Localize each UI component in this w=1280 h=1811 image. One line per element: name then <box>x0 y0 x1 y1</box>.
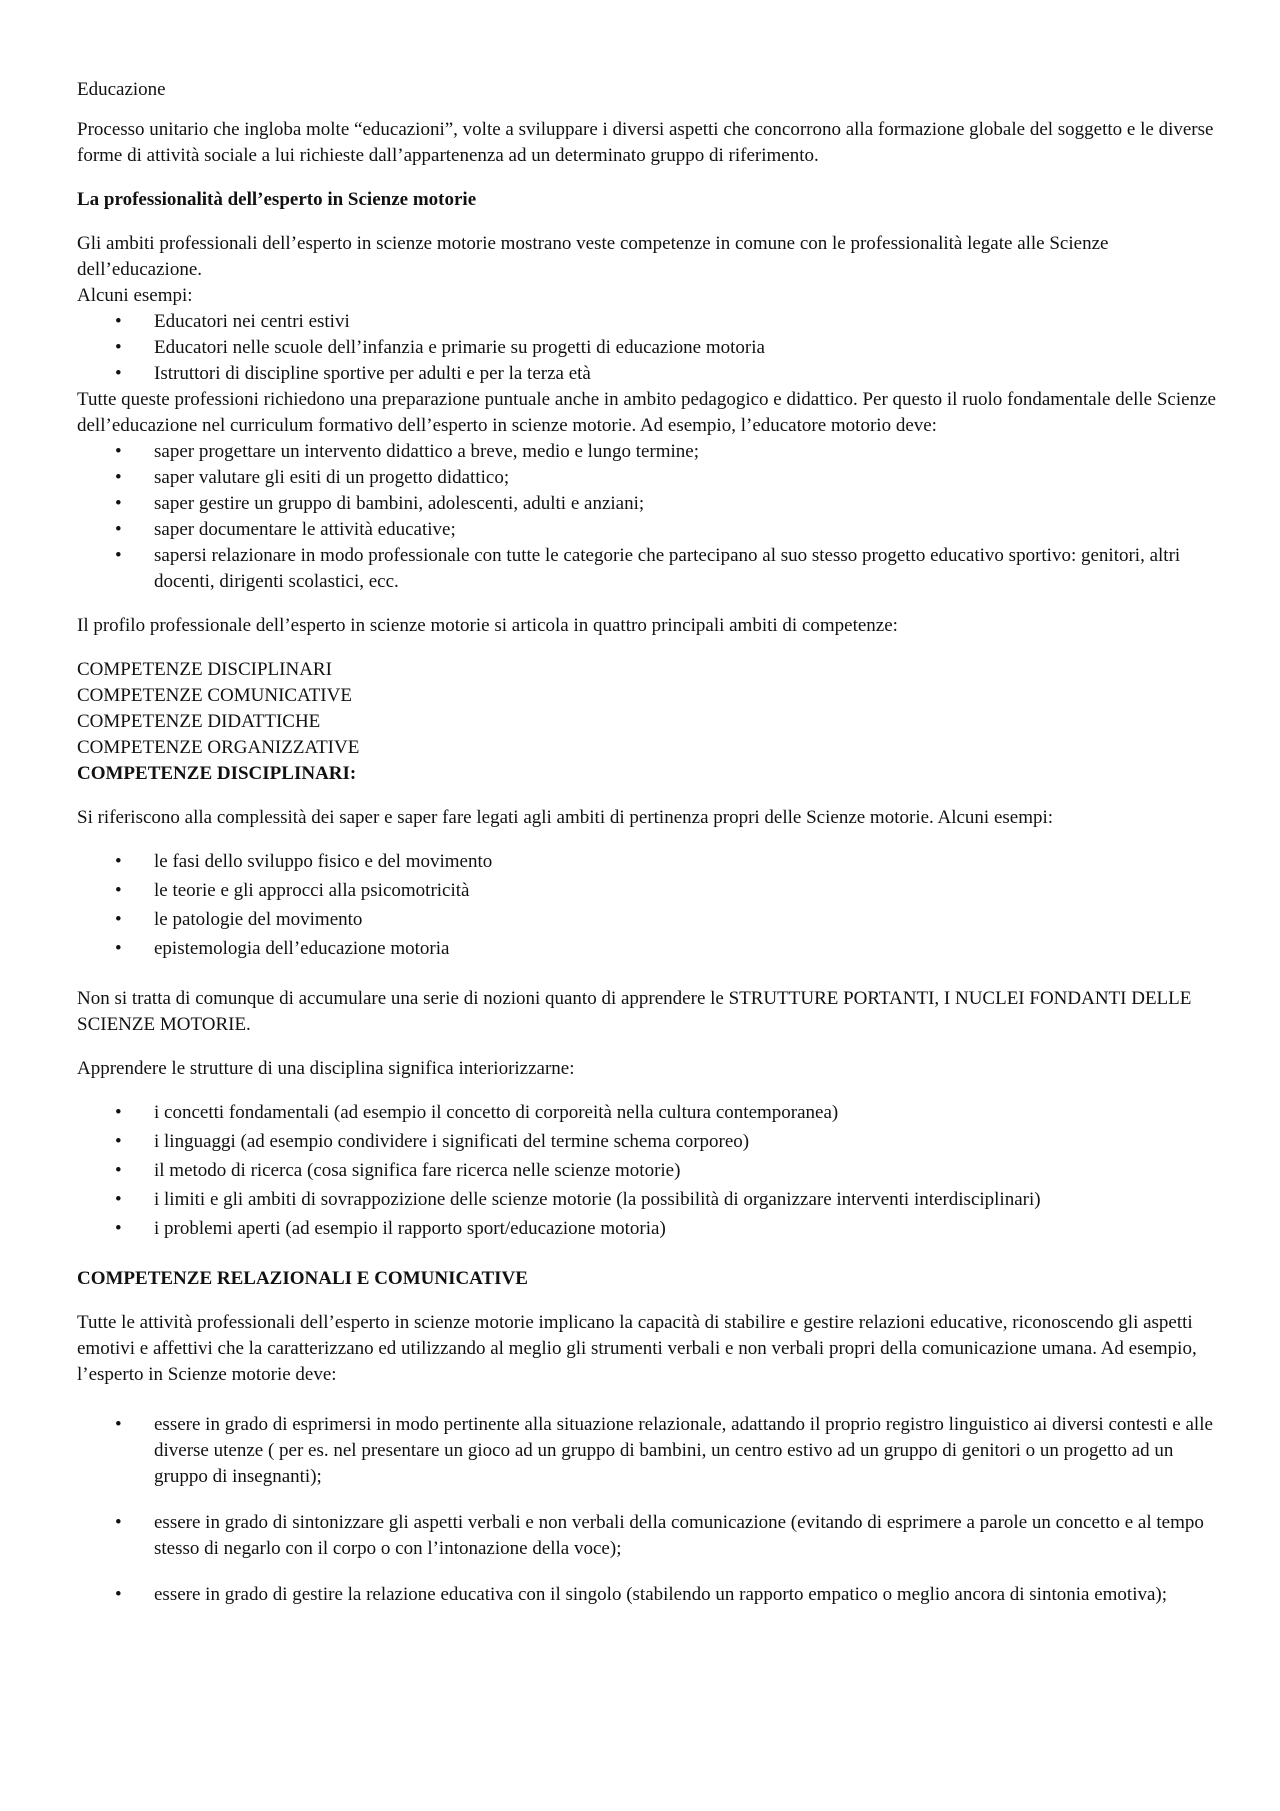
list-item: • Educatori nelle scuole dell’infanzia e primarie su progetti di educazione motoria <box>77 335 1217 361</box>
list-item: • saper documentare le attività educative; <box>77 517 1217 543</box>
bullet-icon: • <box>115 1584 122 1605</box>
list-item: • Educatori nei centri estivi <box>77 309 1217 335</box>
strutture-paragraph: Apprendere le strutture di una disciplina significa interiorizzarne: <box>77 1058 575 1079</box>
heading-disciplinari: COMPETENZE DISCIPLINARI: <box>77 763 357 784</box>
list-item: • essere in grado di sintonizzare gli aspetti verbali e non verbali della comunicazione (evitando di esprimere a parole un concetto e al tempo stesso di negarlo con il corpo o con l’intonazione della voce); <box>115 1512 1204 1559</box>
bullet-icon: • <box>115 1218 122 1239</box>
bullet-icon: • <box>115 1131 122 1152</box>
intro-paragraph: Processo unitario che ingloba molte “educazioni”, volte a sviluppare i diversi aspetti che concorrono alla formazione globale del soggetto e le diverse forme di attività sociale a lui richieste dall’appartenenza ad un determinato gruppo di riferimento. <box>77 119 1214 166</box>
bullet-icon: • <box>115 493 122 514</box>
bullet-icon: • <box>115 545 122 566</box>
strutture-list <box>77 1100 1217 1242</box>
nozioni-paragraph: Non si tratta di comunque di accumulare una serie di nozioni quanto di apprendere le STRUTTURE PORTANTI, I NUCLEI FONDANTI DELLE SCIENZE MOTORIE. <box>77 988 1192 1035</box>
bullet-icon: • <box>115 909 122 930</box>
list-item: • i linguaggi (ad esempio condividere i significati del termine schema corporeo) <box>77 1129 1217 1155</box>
competenze-line: COMPETENZE DISCIPLINARI <box>77 659 332 680</box>
bullet-icon: • <box>115 311 122 332</box>
competenze-line: COMPETENZE COMUNICATIVE <box>77 685 352 706</box>
list-item: • sapersi relazionare in modo professionale con tutte le categorie che partecipano al suo stesso progetto educativo sportivo: genitori, altri docenti, dirigenti scolastici, ecc. <box>115 545 1181 592</box>
bullet-icon: • <box>115 1189 122 1210</box>
alcuni-esempi-label: Alcuni esempi: <box>77 285 193 306</box>
list-item: • le patologie del movimento <box>77 907 1217 933</box>
deve-list <box>77 439 1217 595</box>
bullet-icon: • <box>115 1512 122 1533</box>
bullet-icon: • <box>115 467 122 488</box>
professioni-paragraph: Tutte queste professioni richiedono una preparazione puntuale anche in ambito pedagogico e didattico. Per questo il ruolo fondamentale delle Scienze dell’educazione nel curriculum formativo dell’esperto in scienze motorie. Ad esempio, l’educatore motorio deve: <box>77 389 1216 436</box>
list-item: • i concetti fondamentali (ad esempio il concetto di corporeità nella cultura contemporanea) <box>77 1100 1217 1126</box>
competenze-line: COMPETENZE ORGANIZZATIVE <box>77 737 360 758</box>
bullet-icon: • <box>115 938 122 959</box>
list-item: • saper valutare gli esiti di un progetto didattico; <box>77 465 1217 491</box>
list-item: • i problemi aperti (ad esempio il rapporto sport/educazione motoria) <box>77 1216 1217 1242</box>
doc-title: Educazione <box>77 79 166 100</box>
list-item: • il metodo di ricerca (cosa significa fare ricerca nelle scienze motorie) <box>77 1158 1217 1184</box>
heading-professionalita: La professionalità dell’esperto in Scienze motorie <box>77 189 477 210</box>
bullet-icon: • <box>115 851 122 872</box>
ambiti-paragraph: Gli ambiti professionali dell’esperto in scienze motorie mostrano veste competenze in comune con le professionalità legate alle Scienze dell’educazione. <box>77 233 1109 280</box>
bullet-icon: • <box>115 880 122 901</box>
competenze-block <box>77 657 1217 787</box>
heading-relazionali: COMPETENZE RELAZIONALI E COMUNICATIVE <box>77 1268 528 1289</box>
bullet-icon: • <box>115 441 122 462</box>
relazionali-list <box>77 1412 1217 1608</box>
disciplinari-paragraph: Si riferiscono alla complessità dei saper e saper fare legati agli ambiti di pertinenza propri delle Scienze motorie. Alcuni esempi: <box>77 807 1054 828</box>
list-item: • saper gestire un gruppo di bambini, adolescenti, adulti e anziani; <box>77 491 1217 517</box>
relazionali-paragraph: Tutte le attività professionali dell’esperto in scienze motorie implicano la capacità di stabilire e gestire relazioni educative, riconoscendo gli aspetti emotivi e affettivi che la caratterizzano ed utilizzando al meglio gli strumenti verbali e non verbali propri della comunicazione umana. Ad esempio, l’esperto in Scienze motorie deve: <box>77 1312 1197 1385</box>
bullet-icon: • <box>115 363 122 384</box>
list-item: • le fasi dello sviluppo fisico e del movimento <box>77 849 1217 875</box>
profilo-paragraph: Il profilo professionale dell’esperto in scienze motorie si articola in quattro principali ambiti di competenze: <box>77 615 898 636</box>
document-page <box>77 77 1217 1628</box>
list-item: • essere in grado di gestire la relazione educativa con il singolo (stabilendo un rapporto empatico o meglio ancora di sintonia emotiva); <box>77 1582 1217 1608</box>
list-item: • essere in grado di esprimersi in modo pertinente alla situazione relazionale, adattando il proprio registro linguistico ai diversi contesti e alle diverse utenze ( per es. nel presentare un gioco ad un gruppo di bambini, un centro estivo ad un gruppo di genitori o un progetto ad un gruppo di insegnanti); <box>115 1414 1213 1487</box>
list-item: • le teorie e gli approcci alla psicomotricità <box>77 878 1217 904</box>
list-item: • Istruttori di discipline sportive per adulti e per la terza età <box>77 361 1217 387</box>
competenze-line: COMPETENZE DIDATTICHE <box>77 711 321 732</box>
bullet-icon: • <box>115 1160 122 1181</box>
bullet-icon: • <box>115 1102 122 1123</box>
bullet-icon: • <box>115 1414 122 1435</box>
examples-list <box>77 309 1217 387</box>
bullet-icon: • <box>115 519 122 540</box>
list-item: • epistemologia dell’educazione motoria <box>77 936 1217 962</box>
disciplinari-list <box>77 849 1217 962</box>
list-item: • i limiti e gli ambiti di sovrappozizione delle scienze motorie (la possibilità di organizzare interventi interdisciplinari) <box>77 1187 1217 1213</box>
list-item: • saper progettare un intervento didattico a breve, medio e lungo termine; <box>77 439 1217 465</box>
bullet-icon: • <box>115 337 122 358</box>
